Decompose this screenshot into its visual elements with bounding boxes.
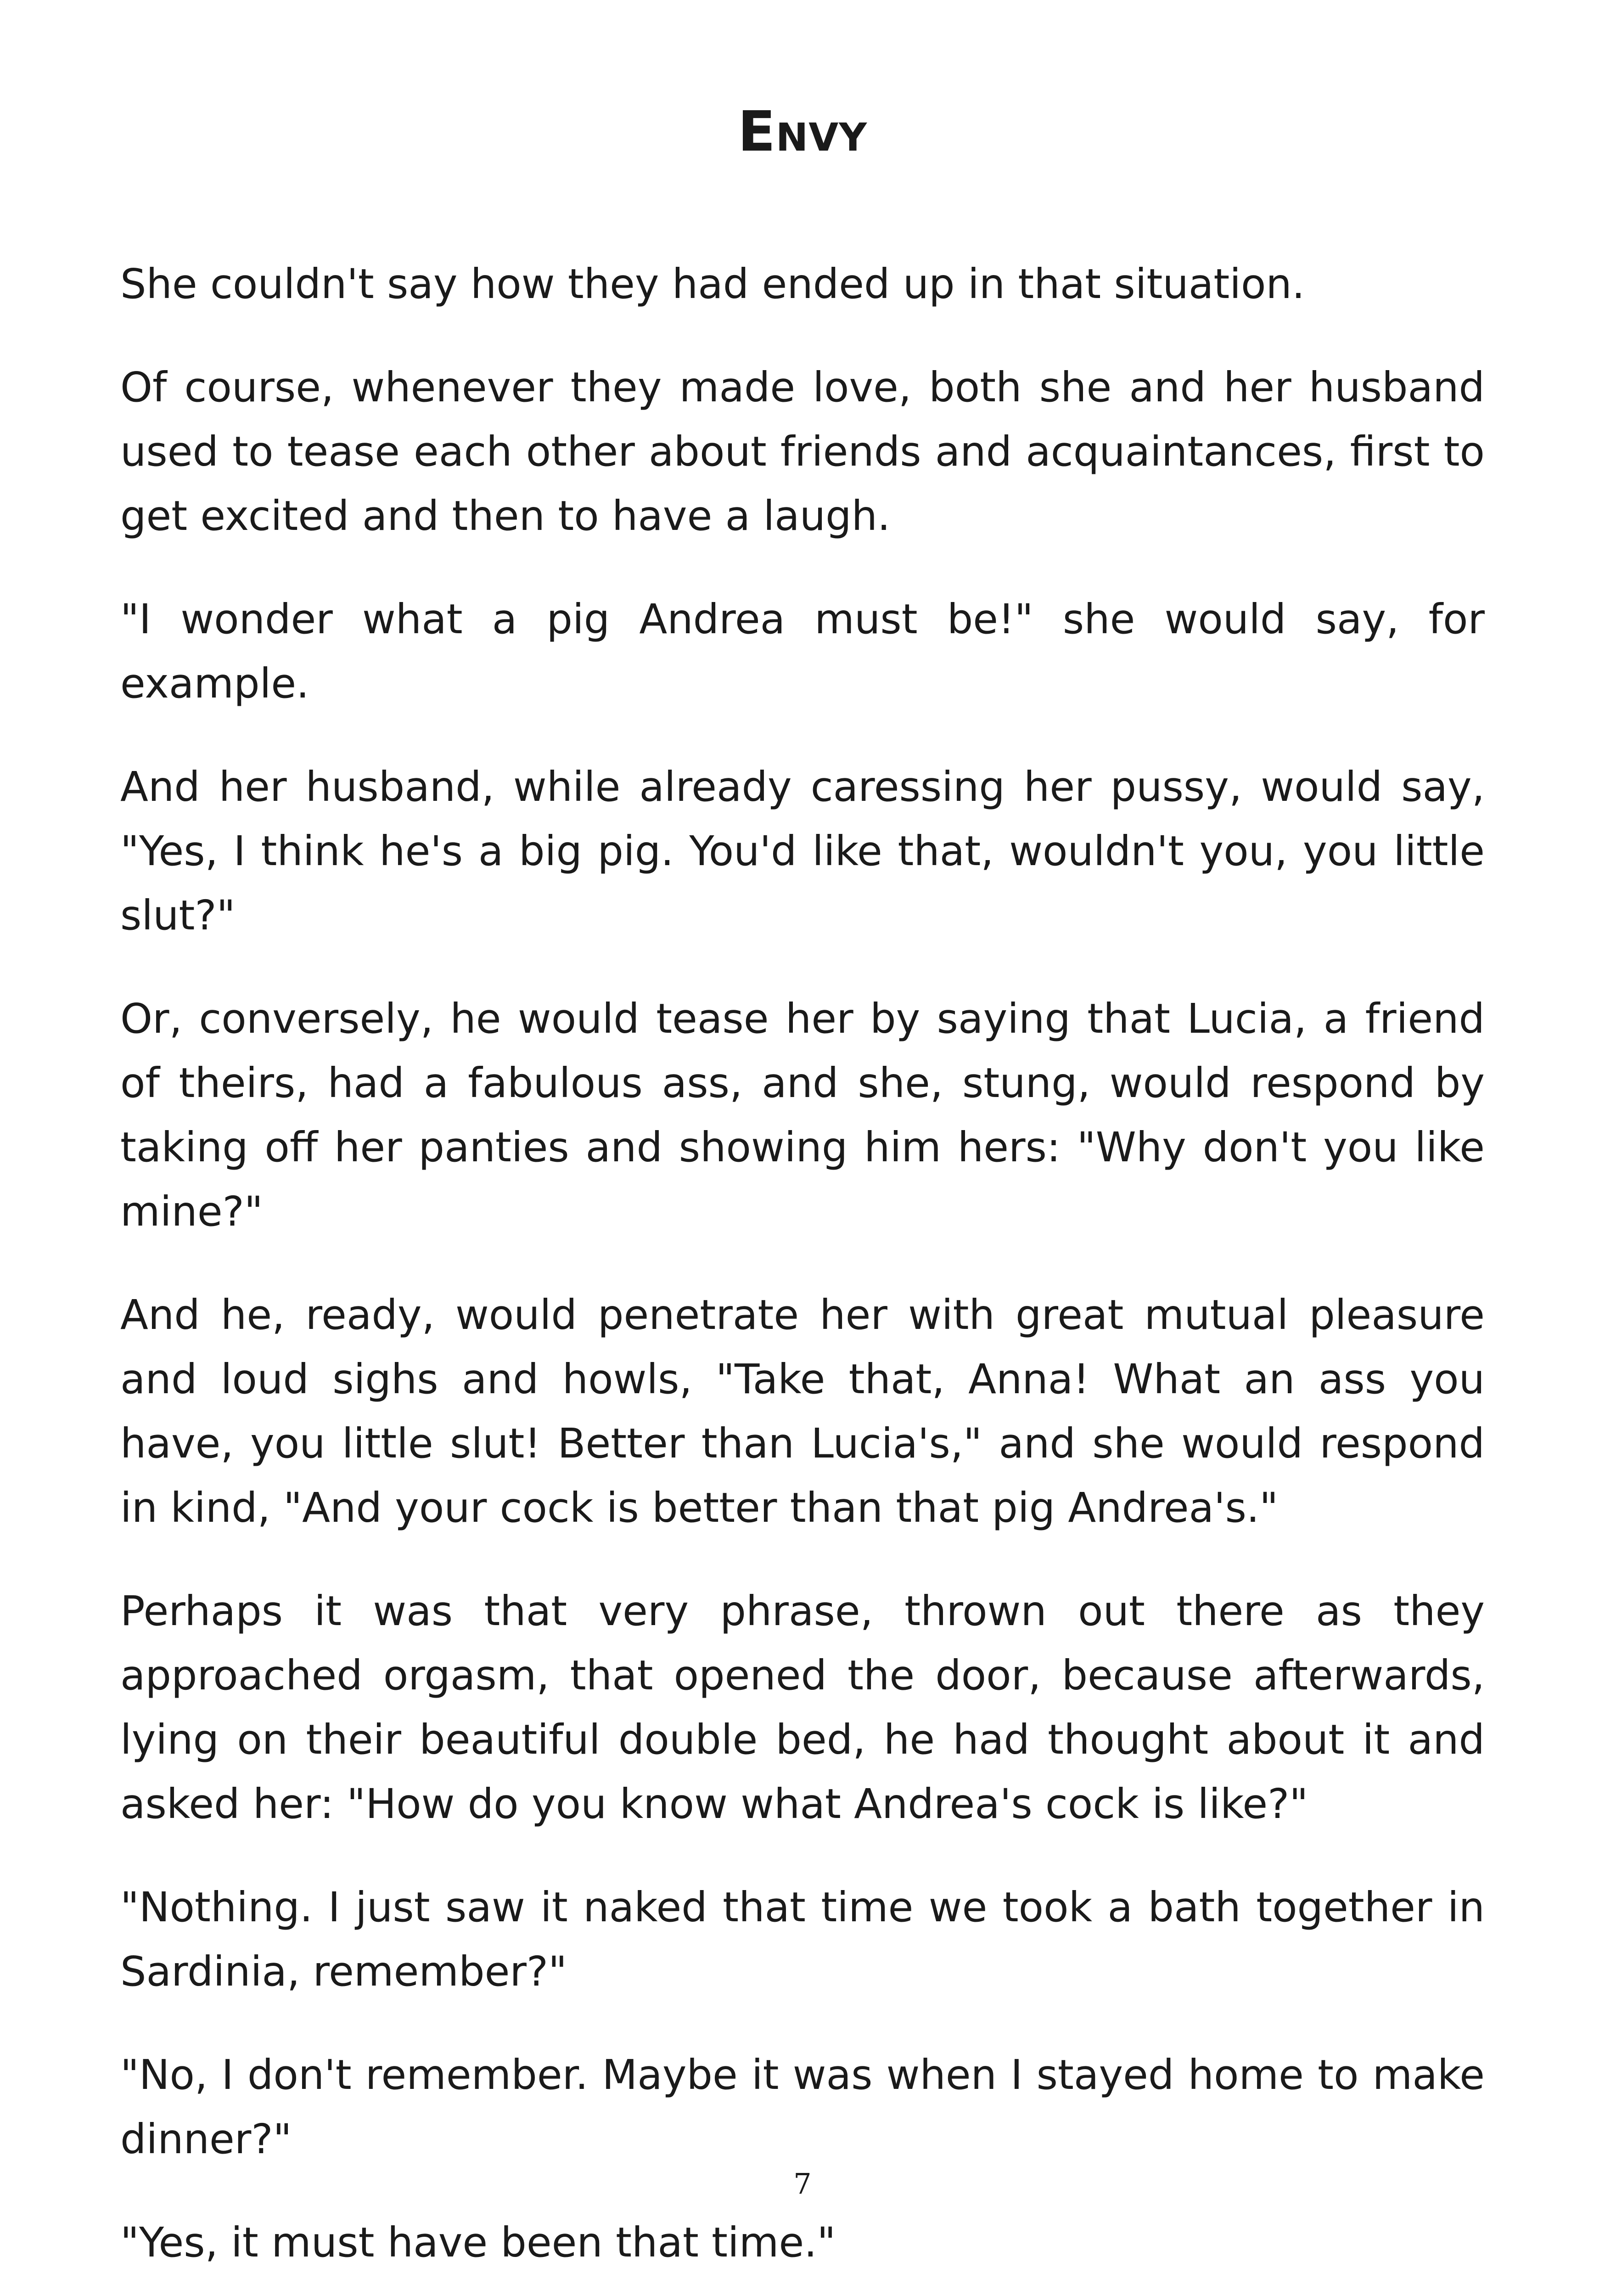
paragraph: "I wonder what a pig Andrea must be!" she would say, for example.: [120, 595, 1485, 707]
page-number: 7: [793, 2167, 812, 2200]
chapter-body: [120, 252, 1485, 2296]
paragraph: And he, ready, would penetrate her with great mutual pleasure and loud sighs and howls, "Take that, Anna! What an ass you have, you little slut! Better than Lucia's," and she would respond in kind, "And your cock is better than that pig Andrea's.": [120, 1291, 1485, 1531]
chapter-title: Envy: [737, 100, 868, 164]
paragraph: "Yes, it must have been that time.": [120, 2218, 836, 2266]
paragraph: "Nothing. I just saw it naked that time we took a bath together in Sardinia, remember?": [120, 1883, 1485, 1995]
paragraph: "No, I don't remember. Maybe it was when I stayed home to make dinner?": [120, 2051, 1485, 2163]
paragraph: She couldn't say how they had ended up in that situation.: [120, 260, 1305, 308]
paragraph: And her husband, while already caressing her pussy, would say, "Yes, I think he's a big pig. You'd like that, wouldn't you, you little slut?": [120, 763, 1485, 939]
paragraph: Of course, whenever they made love, both she and her husband used to tease each other about friends and acquaintances, first to get excited and then to have a laugh.: [120, 363, 1485, 540]
paragraph: Perhaps it was that very phrase, thrown out there as they approached orgasm, that opened the door, because afterwards, lying on their beautiful double bed, he had thought about it and asked her: "How do you know what Andrea's cock is like?": [120, 1587, 1485, 1828]
paragraph: Or, conversely, he would tease her by saying that Lucia, a friend of theirs, had a fabulous ass, and she, stung, would respond by taking off her panties and showing him hers: "Why don't you like mine?": [120, 995, 1485, 1235]
